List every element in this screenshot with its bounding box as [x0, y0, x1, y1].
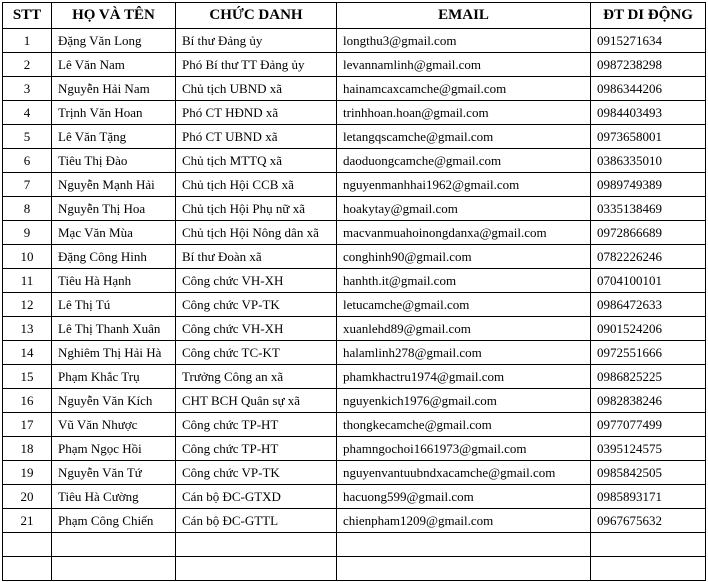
cell-email: letangqscamche@gmail.com [337, 125, 591, 149]
cell-email: daoduongcamche@gmail.com [337, 149, 591, 173]
cell-name: Lê Văn Tặng [52, 125, 176, 149]
cell-phone: 0915271634 [591, 29, 706, 53]
cell-title: Trưởng Công an xã [176, 365, 337, 389]
table-row [3, 269, 706, 293]
table-row [3, 341, 706, 365]
header-phone: ĐT DI ĐỘNG [591, 3, 706, 29]
cell-stt: 7 [3, 173, 52, 197]
empty-cell [52, 533, 176, 557]
cell-phone: 0972866689 [591, 221, 706, 245]
cell-name: Trịnh Văn Hoan [52, 101, 176, 125]
cell-email: hoakytay@gmail.com [337, 197, 591, 221]
cell-email: xuanlehd89@gmail.com [337, 317, 591, 341]
cell-phone: 0989749389 [591, 173, 706, 197]
table-row [3, 53, 706, 77]
table-row [3, 29, 706, 53]
cell-title: Công chức TP-HT [176, 413, 337, 437]
cell-name: Tiêu Hà Cường [52, 485, 176, 509]
cell-stt: 13 [3, 317, 52, 341]
cell-title: CHT BCH Quân sự xã [176, 389, 337, 413]
empty-cell [176, 533, 337, 557]
cell-stt: 16 [3, 389, 52, 413]
cell-phone: 0985893171 [591, 485, 706, 509]
cell-name: Tiêu Thị Đào [52, 149, 176, 173]
table-row [3, 437, 706, 461]
empty-cell [337, 557, 591, 581]
cell-title: Chủ tịch Hội CCB xã [176, 173, 337, 197]
cell-title: Phó Bí thư TT Đảng ủy [176, 53, 337, 77]
cell-stt: 5 [3, 125, 52, 149]
cell-stt: 4 [3, 101, 52, 125]
cell-stt: 20 [3, 485, 52, 509]
cell-email: halamlinh278@gmail.com [337, 341, 591, 365]
table-row [3, 413, 706, 437]
header-stt: STT [3, 3, 52, 29]
cell-phone: 0982838246 [591, 389, 706, 413]
cell-title: Cán bộ ĐC-GTTL [176, 509, 337, 533]
cell-name: Nguyễn Văn Tứ [52, 461, 176, 485]
cell-email: phamngochoi1661973@gmail.com [337, 437, 591, 461]
cell-stt: 2 [3, 53, 52, 77]
cell-title: Bí thư Đoàn xã [176, 245, 337, 269]
empty-cell [176, 557, 337, 581]
cell-email: hacuong599@gmail.com [337, 485, 591, 509]
cell-email: longthu3@gmail.com [337, 29, 591, 53]
cell-phone: 0973658001 [591, 125, 706, 149]
cell-title: Cán bộ ĐC-GTXD [176, 485, 337, 509]
cell-email: hanhth.it@gmail.com [337, 269, 591, 293]
cell-phone: 0967675632 [591, 509, 706, 533]
contacts-table [2, 2, 706, 581]
cell-stt: 10 [3, 245, 52, 269]
cell-title: Công chức VH-XH [176, 269, 337, 293]
cell-name: Tiêu Hà Hạnh [52, 269, 176, 293]
cell-name: Nguyễn Mạnh Hải [52, 173, 176, 197]
cell-stt: 3 [3, 77, 52, 101]
table-body [3, 29, 706, 581]
cell-stt: 14 [3, 341, 52, 365]
cell-name: Đặng Văn Long [52, 29, 176, 53]
cell-name: Lê Thị Tú [52, 293, 176, 317]
cell-email: phamkhactru1974@gmail.com [337, 365, 591, 389]
cell-phone: 0782226246 [591, 245, 706, 269]
table-row [3, 245, 706, 269]
table-row [3, 365, 706, 389]
table-row [3, 197, 706, 221]
cell-title: Phó CT HĐND xã [176, 101, 337, 125]
empty-row [3, 557, 706, 581]
cell-name: Nguyễn Hải Nam [52, 77, 176, 101]
cell-phone: 0986344206 [591, 77, 706, 101]
table-row [3, 77, 706, 101]
empty-row [3, 533, 706, 557]
table-row [3, 485, 706, 509]
table-row [3, 221, 706, 245]
cell-name: Đặng Công Hinh [52, 245, 176, 269]
cell-email: conghinh90@gmail.com [337, 245, 591, 269]
cell-phone: 0977077499 [591, 413, 706, 437]
table-row [3, 293, 706, 317]
cell-stt: 6 [3, 149, 52, 173]
empty-cell [3, 533, 52, 557]
table-row [3, 149, 706, 173]
cell-email: macvanmuahoinongdanxa@gmail.com [337, 221, 591, 245]
empty-cell [337, 533, 591, 557]
cell-name: Phạm Khắc Trụ [52, 365, 176, 389]
header-email: EMAIL [337, 3, 591, 29]
cell-title: Công chức VP-TK [176, 293, 337, 317]
cell-name: Phạm Ngọc Hồi [52, 437, 176, 461]
cell-phone: 0986472633 [591, 293, 706, 317]
cell-stt: 15 [3, 365, 52, 389]
cell-phone: 0987238298 [591, 53, 706, 77]
cell-phone: 0986825225 [591, 365, 706, 389]
cell-name: Lê Thị Thanh Xuân [52, 317, 176, 341]
cell-stt: 9 [3, 221, 52, 245]
cell-stt: 19 [3, 461, 52, 485]
cell-phone: 0386335010 [591, 149, 706, 173]
cell-email: nguyenkich1976@gmail.com [337, 389, 591, 413]
cell-phone: 0972551666 [591, 341, 706, 365]
header-name: HỌ VÀ TÊN [52, 3, 176, 29]
cell-name: Nghiêm Thị Hải Hà [52, 341, 176, 365]
cell-phone: 0984403493 [591, 101, 706, 125]
table-row [3, 173, 706, 197]
table-row [3, 317, 706, 341]
cell-email: nguyenvantuubndxacamche@gmail.com [337, 461, 591, 485]
cell-email: thongkecamche@gmail.com [337, 413, 591, 437]
table-row [3, 509, 706, 533]
cell-email: nguyenmanhhai1962@gmail.com [337, 173, 591, 197]
cell-name: Nguyễn Văn Kích [52, 389, 176, 413]
cell-title: Công chức VP-TK [176, 461, 337, 485]
cell-title: Bí thư Đảng ủy [176, 29, 337, 53]
header-row [3, 3, 706, 29]
cell-name: Lê Văn Nam [52, 53, 176, 77]
cell-name: Mạc Văn Mùa [52, 221, 176, 245]
cell-stt: 17 [3, 413, 52, 437]
cell-stt: 8 [3, 197, 52, 221]
cell-title: Chủ tịch Hội Nông dân xã [176, 221, 337, 245]
cell-stt: 18 [3, 437, 52, 461]
cell-title: Công chức TP-HT [176, 437, 337, 461]
table-row [3, 389, 706, 413]
cell-phone: 0335138469 [591, 197, 706, 221]
cell-phone: 0901524206 [591, 317, 706, 341]
cell-title: Phó CT UBND xã [176, 125, 337, 149]
cell-title: Công chức VH-XH [176, 317, 337, 341]
empty-cell [52, 557, 176, 581]
empty-cell [591, 533, 706, 557]
table-row [3, 461, 706, 485]
cell-phone: 0985842505 [591, 461, 706, 485]
cell-title: Công chức TC-KT [176, 341, 337, 365]
cell-email: trinhhoan.hoan@gmail.com [337, 101, 591, 125]
table-row [3, 101, 706, 125]
cell-name: Nguyễn Thị Hoa [52, 197, 176, 221]
cell-stt: 1 [3, 29, 52, 53]
cell-email: chienpham1209@gmail.com [337, 509, 591, 533]
empty-cell [591, 557, 706, 581]
cell-title: Chủ tịch Hội Phụ nữ xã [176, 197, 337, 221]
cell-name: Vũ Văn Nhược [52, 413, 176, 437]
cell-stt: 21 [3, 509, 52, 533]
table-row [3, 125, 706, 149]
cell-stt: 12 [3, 293, 52, 317]
cell-email: letucamche@gmail.com [337, 293, 591, 317]
cell-title: Chủ tịch MTTQ xã [176, 149, 337, 173]
cell-email: hainamcaxcamche@gmail.com [337, 77, 591, 101]
header-title: CHỨC DANH [176, 3, 337, 29]
empty-cell [3, 557, 52, 581]
cell-title: Chủ tịch UBND xã [176, 77, 337, 101]
cell-phone: 0395124575 [591, 437, 706, 461]
cell-name: Phạm Công Chiến [52, 509, 176, 533]
cell-stt: 11 [3, 269, 52, 293]
cell-email: levannamlinh@gmail.com [337, 53, 591, 77]
cell-phone: 0704100101 [591, 269, 706, 293]
